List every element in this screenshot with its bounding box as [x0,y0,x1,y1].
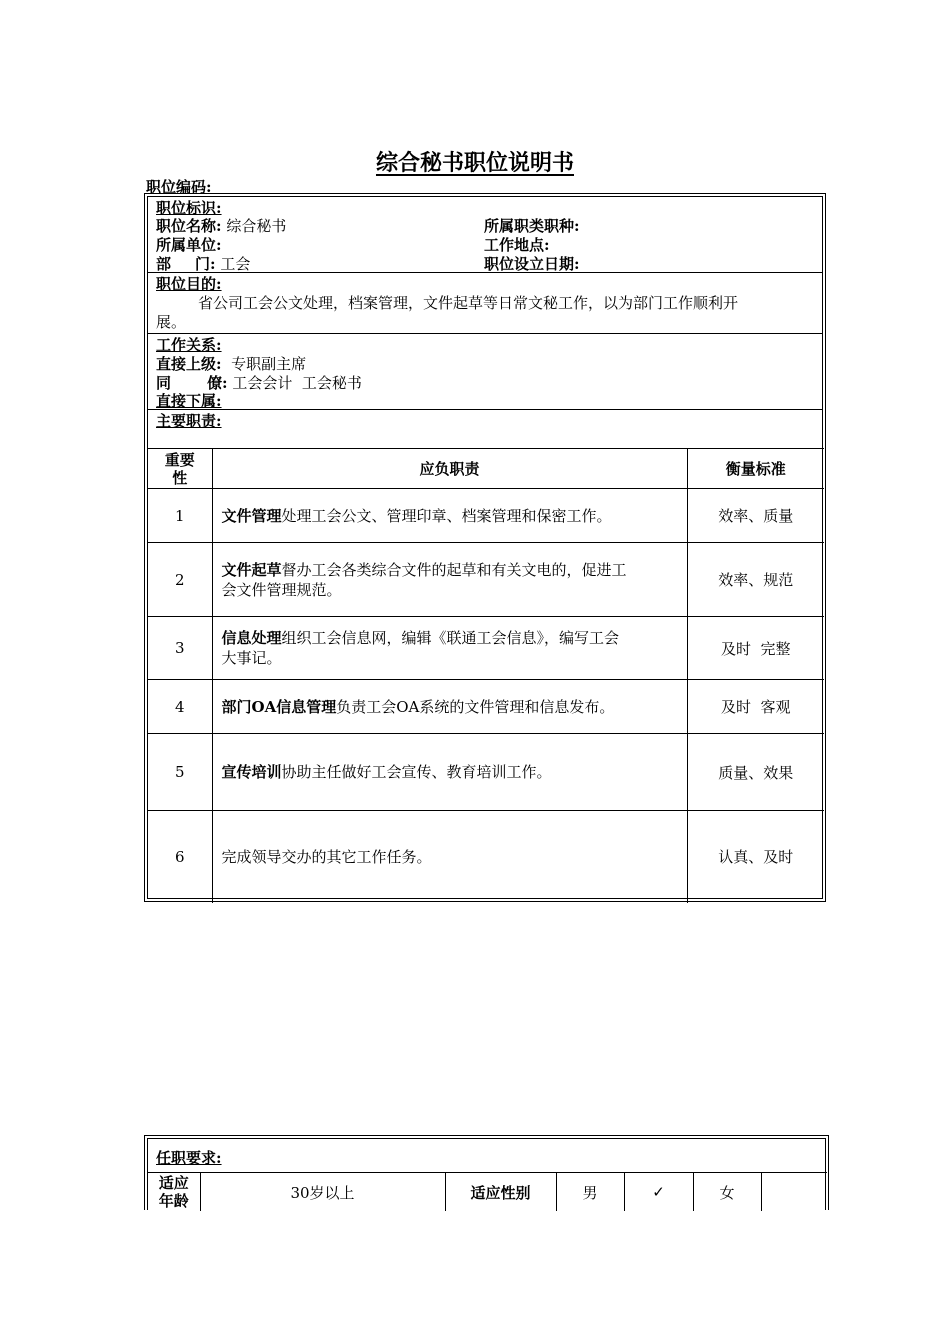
duty-text-line2: 会文件管理规范。 [221,580,342,599]
gender-male-check: ✓ [624,1173,693,1212]
duty-number: 4 [148,680,212,734]
requirements-header: 任职要求: [156,1149,222,1167]
col-duty: 应负职责 [212,449,687,489]
duties-table [148,448,824,903]
duty-standard: 及时 客观 [687,680,824,734]
duty-text-line1: 协助主任做好工会宣传、教育培训工作。 [281,763,552,781]
duty-text-line1: 组织工会信息网，编辑《联通工会信息》，编写工会 [281,629,620,647]
gender-male: 男 [556,1173,624,1212]
duty-number: 5 [148,734,212,811]
duty-description [212,680,687,734]
duty-description [212,734,687,811]
duty-number: 6 [148,811,212,903]
col-importance: 重要 性 [148,449,212,489]
department-label-b: 门: [195,255,216,273]
superior-value: 专职副主席 [231,355,307,373]
gender-female-check [761,1173,827,1212]
age-value: 30岁以上 [200,1173,445,1212]
duty-standard: 认真、及时 [687,811,824,903]
department-value: 工会 [220,255,251,273]
duty-description [212,811,687,903]
subordinate-label: 直接下属: [156,392,222,410]
category-label: 所属职类职种: [484,217,580,235]
col-standard: 衡量标准 [687,449,824,489]
duty-description [212,489,687,543]
department-label-a: 部 [156,255,172,273]
duty-row [148,489,824,543]
page-title: 综合秘书职位说明书 [375,150,574,176]
duties-table-header [148,449,824,489]
superior-label: 直接上级: [156,355,222,373]
established-label: 职位设立日期: [484,255,580,273]
duties-section [148,410,822,448]
duty-row [148,680,824,734]
duty-row [148,617,824,680]
relations-section [148,334,822,410]
purpose-section [148,273,822,334]
duty-row [148,543,824,617]
duty-standard: 效率、规范 [687,543,824,617]
job-description-frame [144,193,826,902]
requirements-table [148,1172,827,1211]
requirements-frame [144,1135,829,1210]
peers-label-a: 同 [156,374,172,392]
gender-label: 适应性别 [445,1173,556,1212]
purpose-text-line2: 展。 [156,313,187,331]
peers-row [156,374,362,393]
department-row [156,255,250,274]
position-code-label: 职位编码: [146,178,212,196]
purpose-text-line1: 省公司工会公文处理，档案管理，文件起草等日常文秘工作，以为部门工作顺利开 [198,294,739,312]
duty-title: 信息处理 [221,629,282,647]
requirements-row [148,1173,827,1212]
unit-label: 所属单位: [156,236,222,254]
duty-standard: 及时 完整 [687,617,824,680]
duty-row [148,811,824,903]
duty-text-line2: 大事记。 [221,649,282,667]
duty-number: 2 [148,543,212,617]
duty-description [212,617,687,680]
duty-number: 1 [148,489,212,543]
position-name-label: 职位名称: [156,217,222,235]
duty-title: 文件管理 [221,506,282,525]
duty-row [148,734,824,811]
peers-value: 工会会计 工会秘书 [232,374,362,392]
relations-header: 工作关系: [156,336,222,354]
duties-header: 主要职责: [156,412,222,430]
superior-row [156,355,306,374]
requirements-inner [147,1138,826,1210]
duty-text-line1: 督办工会各类综合文件的起草和有关文电的，促进工 [281,560,627,579]
duty-title: 文件起草 [221,560,282,579]
purpose-header: 职位目的: [156,275,222,293]
location-label: 工作地点: [484,236,550,254]
peers-label-b: 僚: [207,374,228,392]
duty-number: 3 [148,617,212,680]
position-name-value: 综合秘书 [226,217,287,235]
duty-standard: 质量、效果 [687,734,824,811]
duty-description [212,543,687,617]
duty-title: 宣传培训 [221,763,282,781]
position-name-row [156,217,286,236]
identity-section [148,197,822,273]
job-description-inner [147,196,823,899]
duty-title: 部门OA信息管理 [221,697,337,716]
gender-female: 女 [693,1173,761,1212]
duty-text-line1: 处理工会公文、管理印章、档案管理和保密工作。 [281,506,612,525]
age-label: 适应 年龄 [148,1173,200,1212]
identity-header: 职位标识: [156,199,222,217]
duty-text-line1: 完成领导交办的其它工作任务。 [221,847,432,866]
duty-text-line1: 负责工会OA系统的文件管理和信息发布。 [336,697,615,716]
duty-standard: 效率、质量 [687,489,824,543]
